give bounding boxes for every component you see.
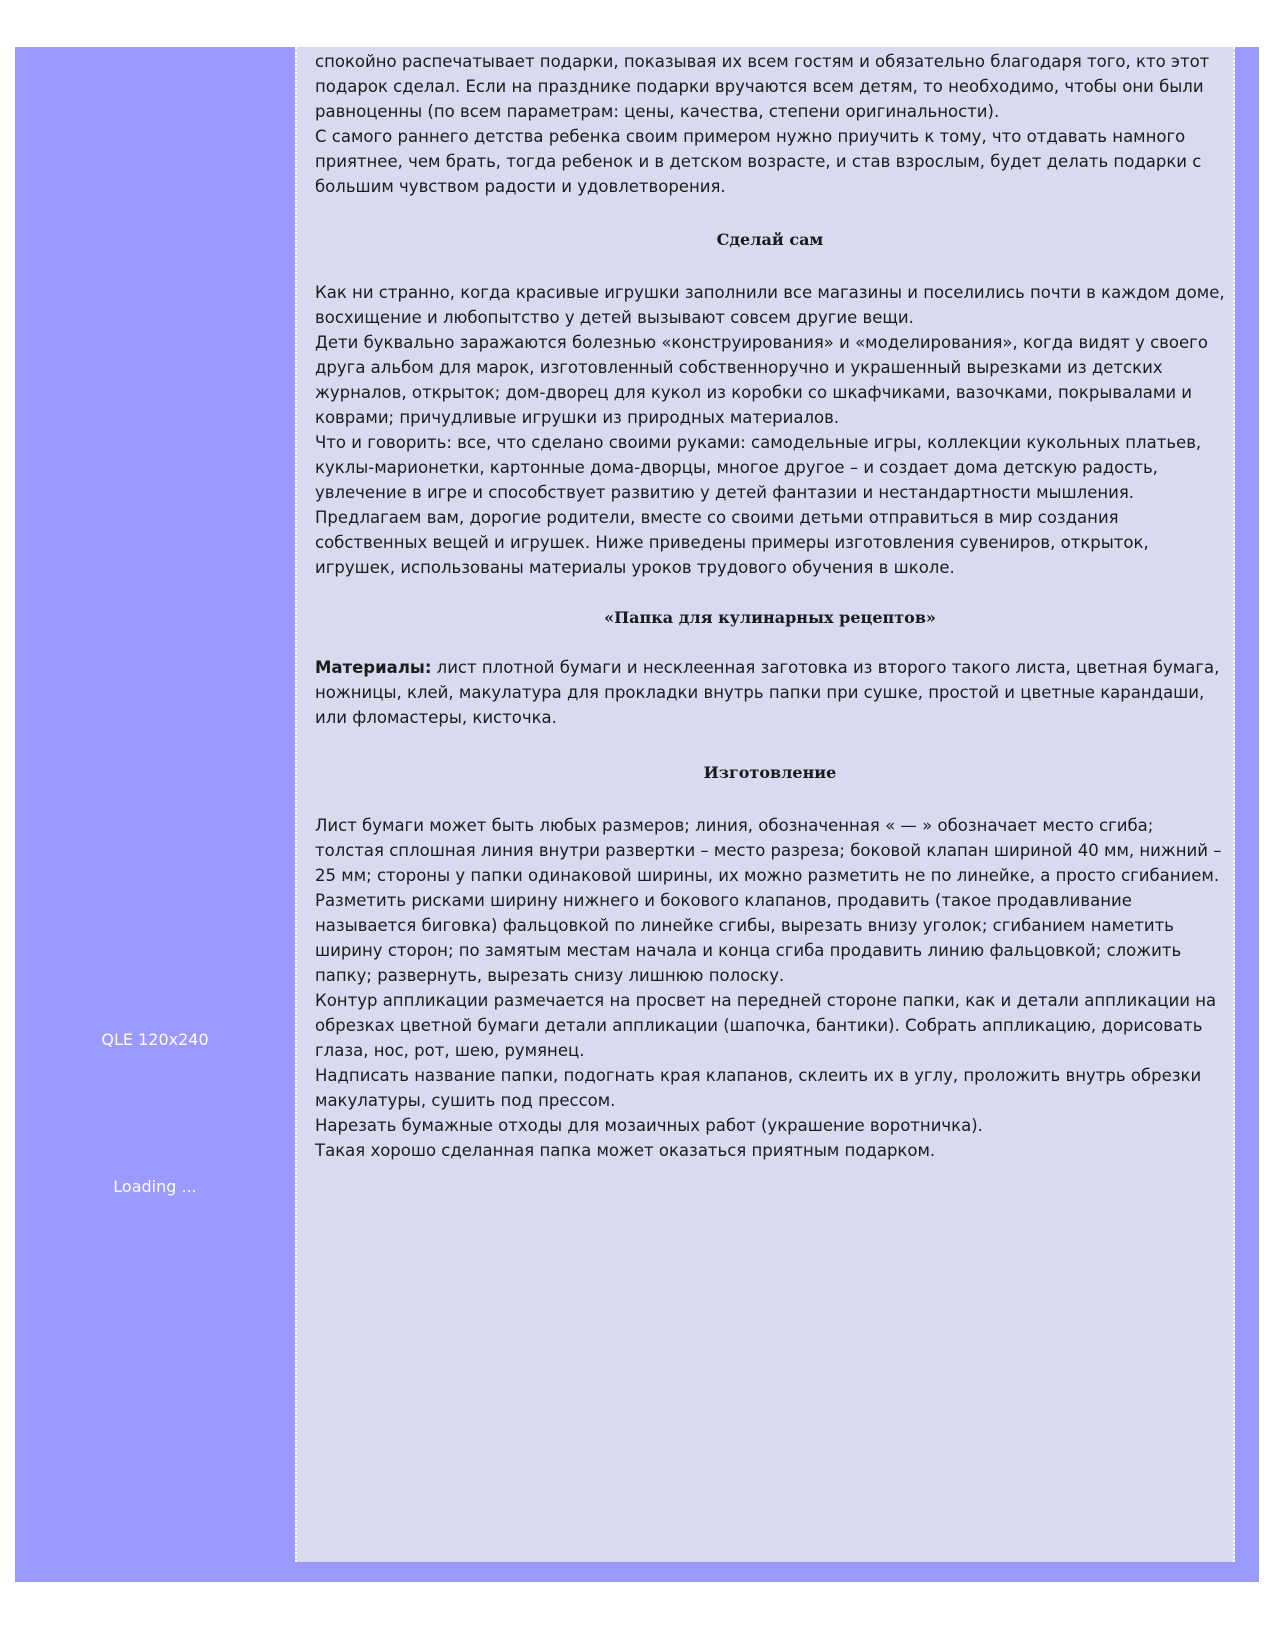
paragraph: Что и говорить: все, что сделано своими руками: самодельные игры, коллекции кукольных платьев, куклы-марионетки, картонные дома-дворцы, многое другое – и создает дома детскую радость, увлечение в игре и способствует развитию у детей фантазии и нестандартности мышления. xyxy=(315,433,1202,502)
content-panel xyxy=(295,47,1235,1562)
paragraph: С самого раннего детства ребенка своим примером нужно приучить к тому, что отдавать намного приятнее, чем брать, тогда ребенок и в детском возрасте, и став взрослым, будет делать подарки с большим чувством радости и удовлетворения. xyxy=(315,127,1202,196)
article-body xyxy=(315,49,1225,1163)
paragraph: Лист бумаги может быть любых размеров; линия, обозначенная « — » обозначает место сгиба; толстая сплошная линия внутри развертки – место разреза; боковой клапан шириной 40 мм, нижний – 25 мм; стороны у папки одинаковой ширины, их можно разметить не по линейке, а просто сгибанием. Разметить рисками ширину нижнего и бокового клапанов, продавить (такое продавливание называется биговка) фальцовкой по линейке сгибы, вырезать внизу уголок; сгибанием наметить ширину сторон; по замятым местам начала и конца сгиба продавить линию фальцовкой; сложить папку; развернуть, вырезать снизу лишнюю полоску. xyxy=(315,816,1222,985)
paragraph: Предлагаем вам, дорогие родители, вместе со своими детьми отправиться в мир создания собственных вещей и игрушек. Ниже приведены примеры изготовления сувениров, открыток, игрушек, использованы материалы уроков трудового обучения в школе. xyxy=(315,508,1149,577)
paragraph: Контур аппликации размечается на просвет на передней стороне папки, как и детали аппликации на обрезках цветной бумаги детали аппликации (шапочка, бантики). Собрать аппликацию, дорисовать глаза, нос, рот, шею, румянец. xyxy=(315,991,1217,1060)
page-frame xyxy=(15,47,1259,1582)
materials-label: Материалы: xyxy=(315,658,432,677)
section-heading-izgotovlenie: Изготовление xyxy=(703,763,837,782)
materials-text: лист плотной бумаги и несклеенная заготовка из второго такого листа, цветная бумага, ножницы, клей, макулатура для прокладки внутрь папки при сушке, простой и цветные карандаши, или фломастеры, кисточка. xyxy=(315,658,1220,727)
section-heading-papka: «Папка для кулинарных рецептов» xyxy=(604,608,936,627)
sidebar xyxy=(15,47,295,1582)
paragraph: спокойно распечатывает подарки, показывая их всем гостям и обязательно благодаря того, кто этот подарок сделал. Если на празднике подарки вручаются всем детям, то необходимо, чтобы они были равноценны (по всем параметрам: цены, качества, степени оригинальности). xyxy=(315,52,1210,121)
loading-indicator: Loading ... xyxy=(113,1177,197,1196)
paragraph: Нарезать бумажные отходы для мозаичных работ (украшение воротничка). xyxy=(315,1116,983,1135)
ad-banner-label[interactable]: QLE 120x240 xyxy=(101,1030,209,1049)
paragraph: Надписать название папки, подогнать края клапанов, склеить их в углу, проложить внутрь обрезки макулатуры, сушить под прессом. xyxy=(315,1066,1202,1110)
paragraph: Дети буквально заражаются болезнью «конструирования» и «моделирования», когда видят у своего друга альбом для марок, изготовленный собственноручно и украшенный вырезками из детских журналов, открыток; дом-дворец для кукол из коробки со шкафчиками, вазочками, покрывалами и коврами; причудливые игрушки из природных материалов. xyxy=(315,333,1208,427)
section-heading-sdelai-sam: Сделай сам xyxy=(716,230,824,249)
materials-paragraph xyxy=(315,655,1225,730)
paragraph: Как ни странно, когда красивые игрушки заполнили все магазины и поселились почти в каждом доме, восхищение и любопытство у детей вызывают совсем другие вещи. xyxy=(315,283,1225,327)
paragraph: Такая хорошо сделанная папка может оказаться приятным подарком. xyxy=(315,1141,936,1160)
